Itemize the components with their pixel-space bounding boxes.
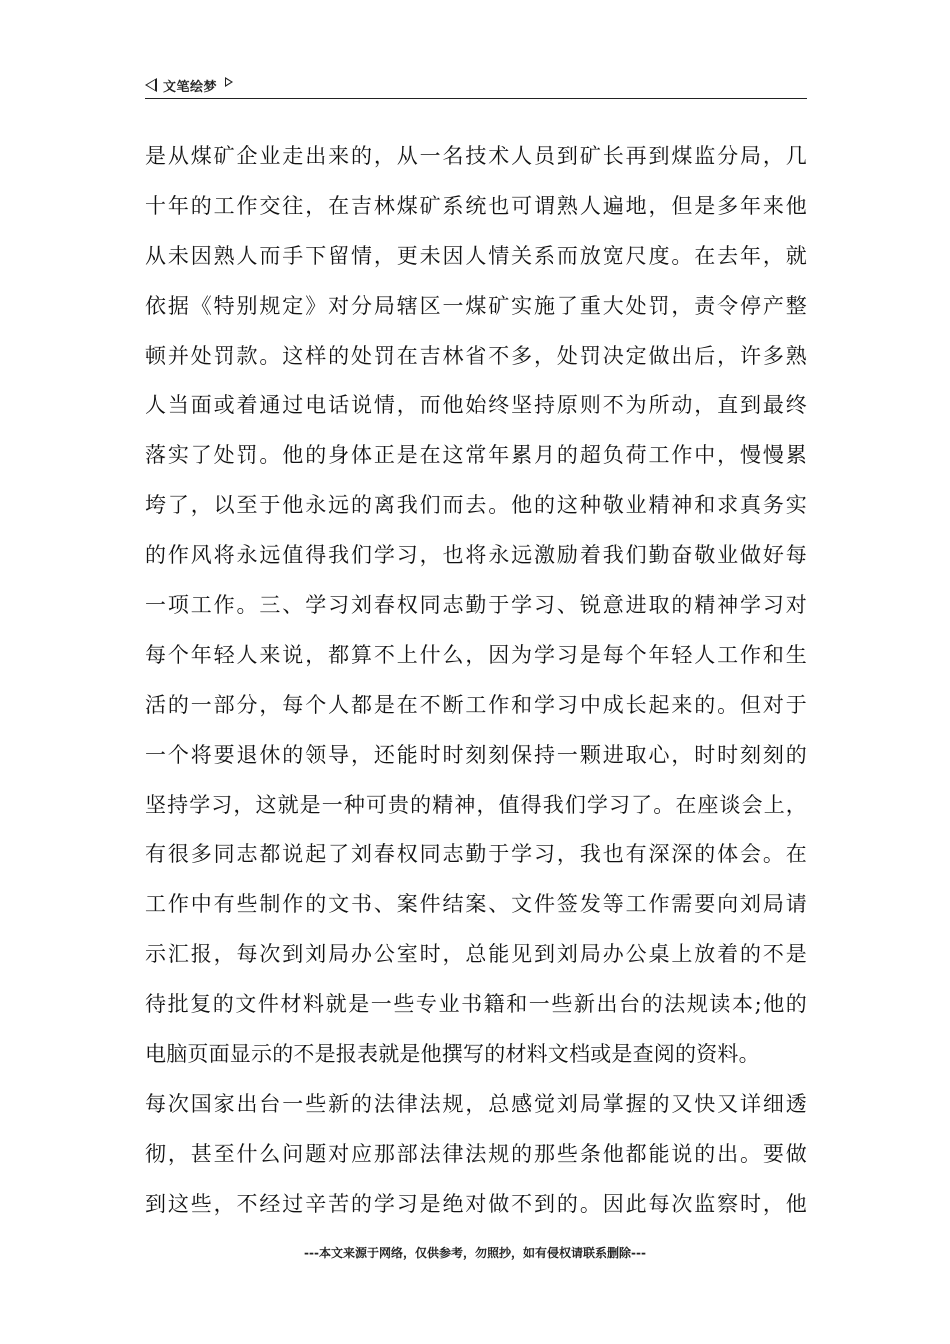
body-line: 落实了处罚。他的身体正是在这常年累月的超负荷工作中，慢慢累 — [145, 443, 807, 468]
body-line: 工作中有些制作的文书、案件结案、文件签发等工作需要向刘局请 — [145, 892, 807, 917]
body-line: 顿并处罚款。这样的处罚在吉林省不多，处罚决定做出后，许多熟 — [145, 343, 807, 368]
body-line: 的作风将永远值得我们学习，也将永远激励着我们勤奋敬业做好每 — [145, 543, 807, 568]
body-line: 是从煤矿企业走出来的，从一名技术人员到矿长再到煤监分局，几 — [145, 144, 807, 168]
document-body — [145, 132, 807, 1230]
body-line: 彻，甚至什么问题对应那部法律法规的那些条他都能说的出。要做 — [145, 1141, 807, 1166]
body-line: 电脑页面显示的不是报表就是他撰写的材料文档或是查阅的资料。 — [145, 1042, 760, 1067]
page-header — [145, 74, 807, 99]
body-line: 待批复的文件材料就是一些专业书籍和一些新出台的法规读本;他的 — [145, 992, 807, 1017]
triangle-left-icon — [145, 78, 157, 92]
page-footer: ---本文来源于网络，仅供参考，勿照抄，如有侵权请联系删除--- — [304, 1246, 646, 1260]
body-line: 有很多同志都说起了刘春权同志勤于学习，我也有深深的体会。在 — [145, 842, 807, 867]
body-line: 示汇报，每次到刘局办公室时，总能见到刘局办公桌上放着的不是 — [145, 942, 807, 967]
body-line: 人当面或着通过电话说情，而他始终坚持原则不为所动，直到最终 — [145, 393, 807, 418]
header-brand — [145, 74, 233, 96]
body-line: 依据《特别规定》对分局辖区一煤矿实施了重大处罚，责令停产整 — [145, 293, 807, 318]
body-line: 十年的工作交往，在吉林煤矿系统也可谓熟人遍地，但是多年来他 — [145, 193, 807, 218]
body-line: 垮了，以至于他永远的离我们而去。他的这种敬业精神和求真务实 — [145, 493, 807, 518]
body-line: 活的一部分，每个人都是在不断工作和学习中成长起来的。但对于 — [145, 692, 807, 717]
header-title: 文笔绘梦 — [163, 79, 218, 95]
body-line: 从未因熟人而手下留情，更未因人情关系而放宽尺度。在去年，就 — [145, 243, 807, 268]
body-line: 一项工作。三、学习刘春权同志勤于学习、锐意进取的精神学习对 — [145, 593, 807, 618]
body-line: 每次国家出台一些新的法律法规，总感觉刘局掌握的又快又详细透 — [145, 1091, 807, 1116]
body-line: 每个年轻人来说，都算不上什么，因为学习是每个年轻人工作和生 — [145, 642, 807, 667]
triangle-right-icon — [225, 77, 233, 87]
body-line: 到这些，不经过辛苦的学习是绝对做不到的。因此每次监察时，他 — [145, 1191, 807, 1216]
body-line: 一个将要退休的领导，还能时时刻刻保持一颗进取心，时时刻刻的 — [145, 742, 807, 767]
body-line: 坚持学习，这就是一种可贵的精神，值得我们学习了。在座谈会上， — [145, 792, 807, 817]
